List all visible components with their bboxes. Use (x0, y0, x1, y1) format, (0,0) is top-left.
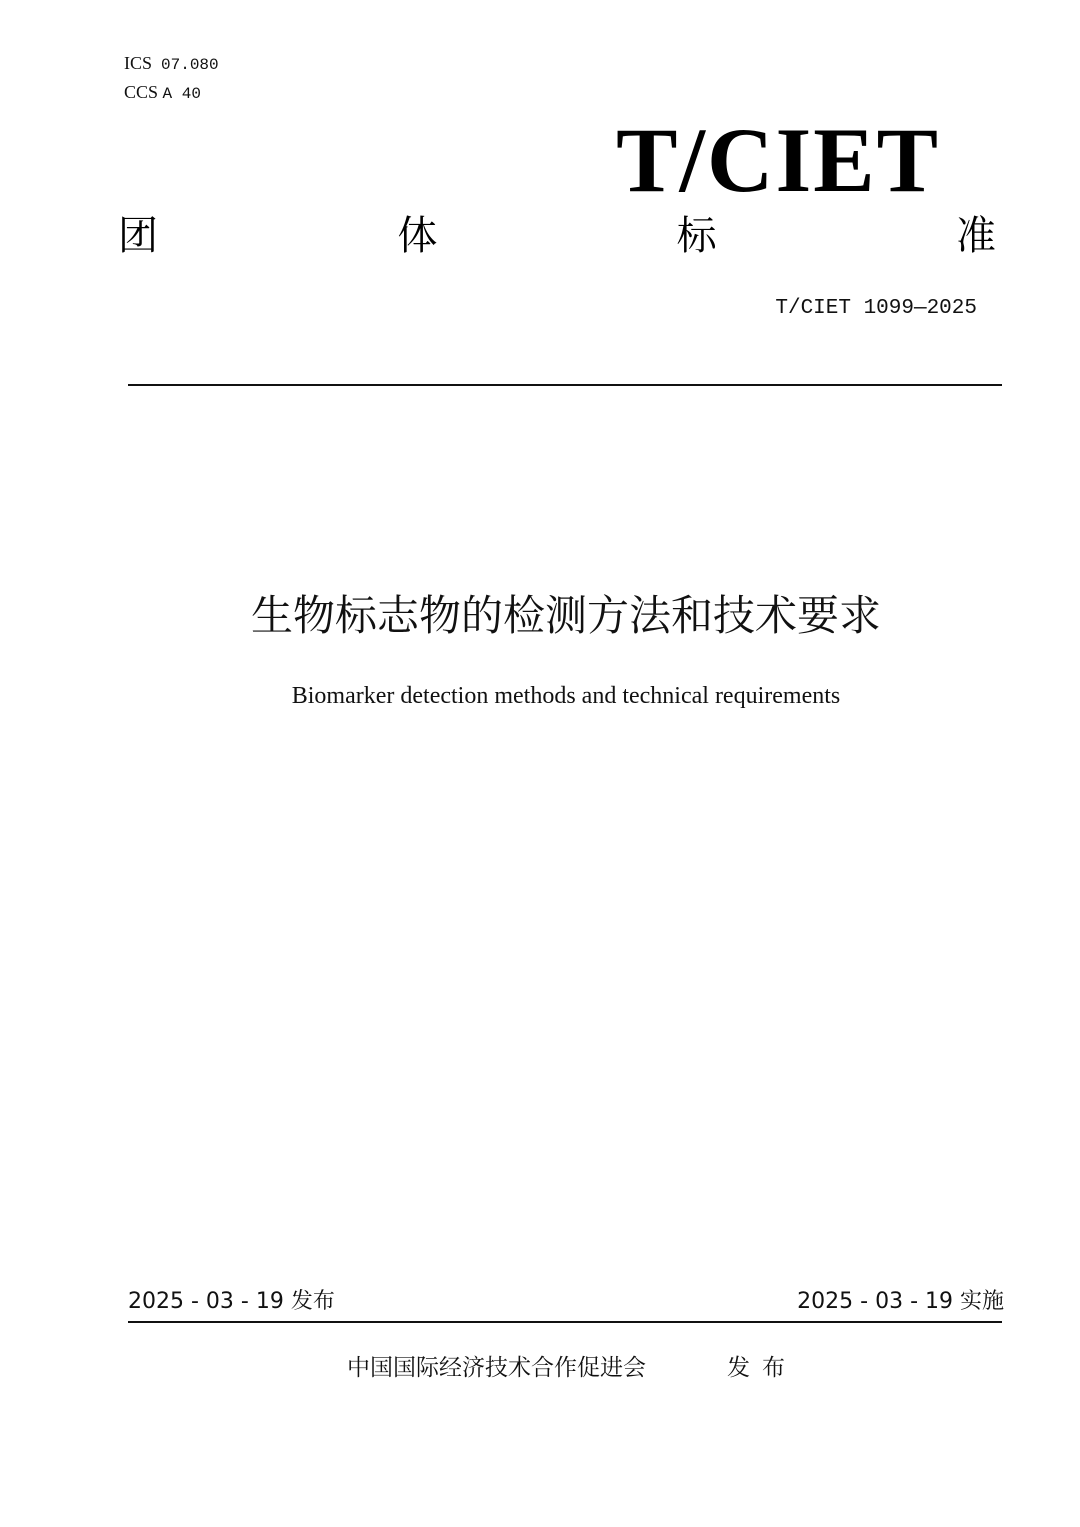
title-chinese: 生物标志物的检测方法和技术要求 (250, 591, 881, 640)
ccs-label: CCS (124, 82, 159, 102)
ics-label: ICS (124, 53, 153, 73)
footer-divider (128, 1321, 1002, 1323)
org-code-logo: T/CIET (616, 109, 940, 211)
publish-date: 2025 - 03 - 19 发布 (128, 1289, 335, 1314)
standard-type-heading (118, 208, 996, 264)
standard-number: T/CIET 1099—2025 (775, 297, 977, 320)
issuing-organization: 中国国际经济技术合作促进会 (347, 1355, 646, 1381)
standard-type-char: 体 (397, 213, 438, 259)
implement-date: 2025 - 03 - 19 实施 (797, 1289, 1004, 1314)
ics-code: 07.080 (161, 56, 219, 74)
standard-type-char: 准 (955, 213, 996, 259)
standard-type-char: 团 (118, 213, 158, 259)
issue-action: 发布 (727, 1355, 797, 1381)
header-divider (128, 384, 1002, 386)
standard-type-char: 标 (676, 213, 717, 259)
ccs-code-line (124, 81, 201, 105)
ccs-code: A 40 (162, 85, 201, 103)
ics-code-line (124, 52, 219, 76)
title-english: Biomarker detection methods and technical requirements (291, 683, 841, 709)
